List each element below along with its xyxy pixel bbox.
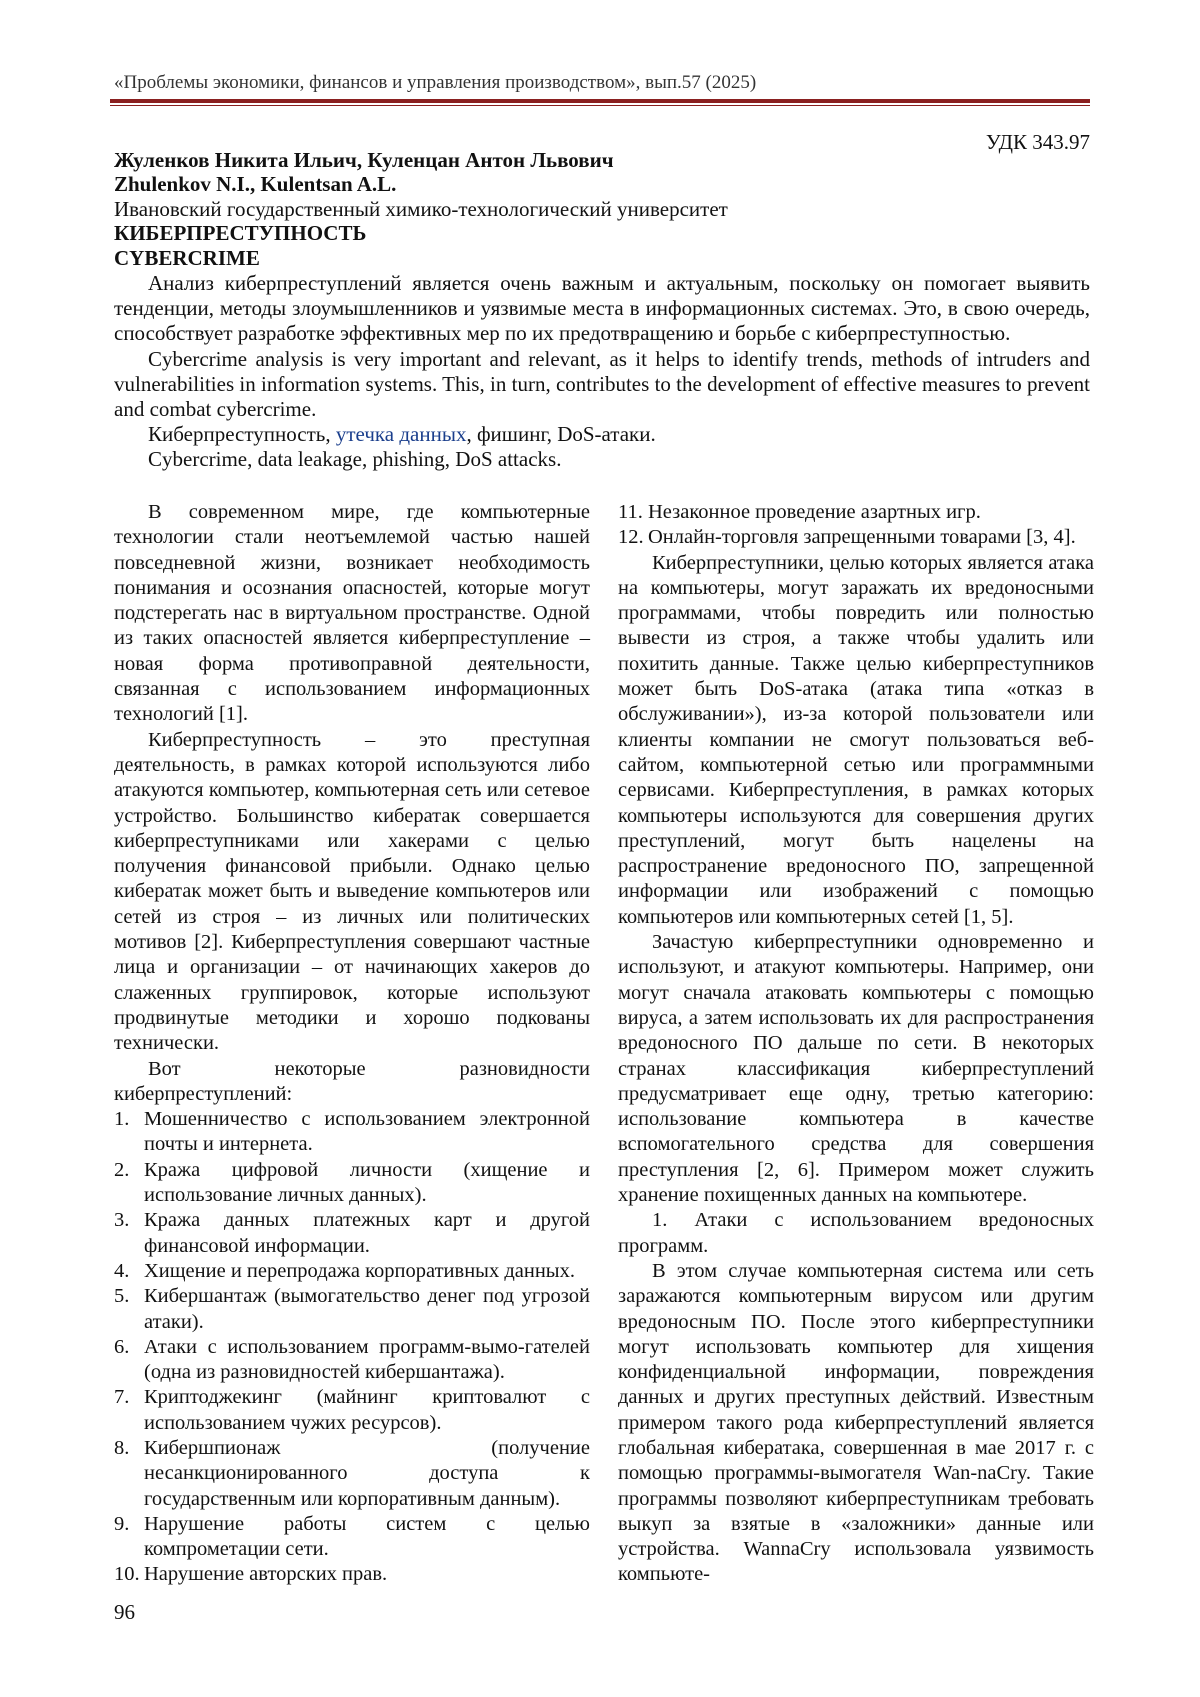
list-number: 11. (618, 501, 643, 523)
keyword-link[interactable]: утечка данных (335, 422, 467, 446)
left-column (114, 500, 590, 1588)
list-text: Криптоджекинг (майнинг криптовалют с использованием чужих ресурсов). (144, 1386, 590, 1434)
keywords-en: Cybercrime, data leakage, phishing, DoS attacks. (148, 447, 562, 471)
keywords-ru (148, 422, 656, 447)
right-column (618, 500, 1094, 1588)
paragraph: В этом случае компьютерная система или сеть заражаются компьютерным вирусом или другим вредоносным ПО. После этого киберпреступники могут использовать компьютер для хищения конфиденциальной информации, повреждения данных и других преступных действий. Известным примером такого рода киберпреступлений является глобальная кибератака, совершенная в мае 2017 г. с помощью программы-вымогателя Wan-naCry. Такие программы позволяют киберпреступникам требовать выкуп за взятые в «заложники» данные или устройства. WannaCry использовала уязвимость компьюте- (618, 1259, 1094, 1586)
list-text: Кибершпионаж (получение несанкционированного доступа к государственным или корпоративным данным). (144, 1436, 590, 1510)
list-text: Хищение и перепродажа корпоративных данных. (144, 1259, 575, 1282)
list-item (114, 1107, 590, 1158)
abstract-en: Cybercrime analysis is very important and relevant, as it helps to identify trends, methods of intruders and vulnerabilities in information systems. This, in turn, contributes to the development of effective measures to prevent and combat cybercrime. (114, 347, 1090, 421)
list-number: 12. (618, 526, 644, 549)
title-ru: КИБЕРПРЕСТУПНОСТЬ (114, 221, 367, 245)
paragraph: Киберпреступники, целью которых является атака на компьютеры, могут заражать их вредоносными программами, чтобы повредить или полностью вывести из строя, а также чтобы удалить или похитить данные. Также целью киберпреступников может быть DoS-атака (атака типа «отказ в обслуживании»), из-за которой пользователи или клиенты компании не смогут пользоваться веб-сайтом, компьютерной сетью или программными сервисами. Киберпреступления, в рамках которых компьютеры используются для совершения других преступлений, могут быть нацелены на распространение вредоносного ПО, запрещенной информации или изображений с помощью компьютеров или компьютерных сетей [1, 5]. (618, 551, 1094, 928)
journal-header: «Проблемы экономики, финансов и управления производством», вып.57 (2025) (114, 72, 757, 93)
list-number: 6. (114, 1335, 130, 1358)
paragraph: Вот некоторые разновидности киберпреступлений: (114, 1057, 590, 1105)
list-text: Кража цифровой личности (хищение и использование личных данных). (144, 1158, 590, 1207)
list-text: Атаки с использованием программ-вымо-гателей (одна из разновидностей кибершантажа). (144, 1335, 590, 1384)
list-item (618, 525, 1094, 550)
header-rule-thick (110, 99, 1090, 103)
list-number: 8. (114, 1436, 130, 1459)
list-item (114, 1208, 590, 1259)
list-text: Онлайн-торговля запрещенными товарами [3, 4]. (648, 526, 1076, 549)
list-text: Нарушение авторских прав. (144, 1563, 388, 1586)
list-text: Незаконное проведение азартных игр. (648, 501, 981, 523)
list-number: 5. (114, 1285, 130, 1308)
list-item (114, 1512, 590, 1563)
authors-en: Zhulenkov N.I., Kulentsan A.L. (114, 172, 397, 196)
keywords-ru-end: , фишинг, DoS-атаки. (466, 422, 656, 446)
list-number: 2. (114, 1158, 130, 1181)
list-text: Нарушение работы систем с целью компрометации сети. (144, 1512, 590, 1561)
list-item (114, 1284, 590, 1335)
crime-types-list-continued (618, 500, 1094, 551)
affiliation: Ивановский государственный химико-технологический университет (114, 197, 728, 221)
list-item (114, 1259, 590, 1284)
section-heading: 1. Атаки с использованием вредоносных программ. (618, 1209, 1094, 1257)
crime-types-list (114, 1107, 590, 1588)
list-item (114, 1562, 590, 1587)
udk-code: УДК 343.97 (985, 130, 1090, 154)
paragraph: В современном мире, где компьютерные технологии стали неотъемлемой частью нашей повседневной жизни, возникает необходимость понимания и осознания опасностей, которые могут подстерегать нас в виртуальном пространстве. Одной из таких опасностей является киберпреступление – новая форма противоправной деятельности, связанная с использованием информационных технологий [1]. (114, 501, 590, 726)
list-item (114, 1335, 590, 1386)
paragraph: Зачастую киберпреступники одновременно и используют, и атакуют компьютеры. Например, они могут сначала атаковать компьютеры с помощью вируса, а затем использовать их для распространения вредоносного ПО дальше по сети. В некоторых странах классификация киберпреступлений предусматривает еще одну, третью категорию: использование компьютера в качестве вспомогательного средства для совершения преступления [2, 6]. Примером может служить хранение похищенных данных на компьютере. (618, 931, 1094, 1207)
list-text: Кража данных платежных карт и другой финансовой информации. (144, 1209, 590, 1257)
title-en: CYBERCRIME (114, 246, 260, 270)
list-number: 7. (114, 1386, 130, 1409)
list-item (114, 1158, 590, 1209)
keywords-ru-start: Киберпреступность, (148, 422, 336, 446)
list-number: 9. (114, 1512, 130, 1535)
list-item (114, 1385, 590, 1436)
paragraph: Киберпреступность – это преступная деятельность, в рамках которой используются либо атакуются компьютер, компьютерная сеть или сетевое устройство. Большинство кибератак совершается киберпреступниками или хакерами с целью получения финансовой прибыли. Однако целью кибератак может быть и выведение компьютеров или сетей из строя – из личных или политических мотивов [2]. Киберпреступления совершают частные лица и организации – от начинающих хакеров до слаженных группировок, которые используют продвинутые методики и хорошо подкованы технически. (114, 728, 590, 1055)
list-number: 3. (114, 1209, 130, 1232)
list-item (618, 500, 1094, 525)
list-text: Мошенничество с использованием электронной почты и интернета. (144, 1108, 590, 1156)
header-rule-thin (110, 105, 1090, 106)
abstract-ru: Анализ киберпреступлений является очень важным и актуальным, поскольку он помогает выявить тенденции, методы злоумышленников и уязвимые места в информационных системах. Это, в свою очередь, способствует разработке эффективных мер по их предотвращению и борьбе с киберпреступностью. (114, 271, 1090, 345)
authors-ru: Жуленков Никита Ильич, Куленцан Антон Львович (114, 148, 614, 172)
page-number: 96 (114, 1600, 135, 1624)
list-text: Кибершантаж (вымогательство денег под угрозой атаки). (144, 1285, 590, 1333)
list-item (114, 1436, 590, 1512)
list-number: 1. (114, 1108, 130, 1131)
list-number: 10. (114, 1563, 140, 1586)
list-number: 4. (114, 1259, 130, 1282)
